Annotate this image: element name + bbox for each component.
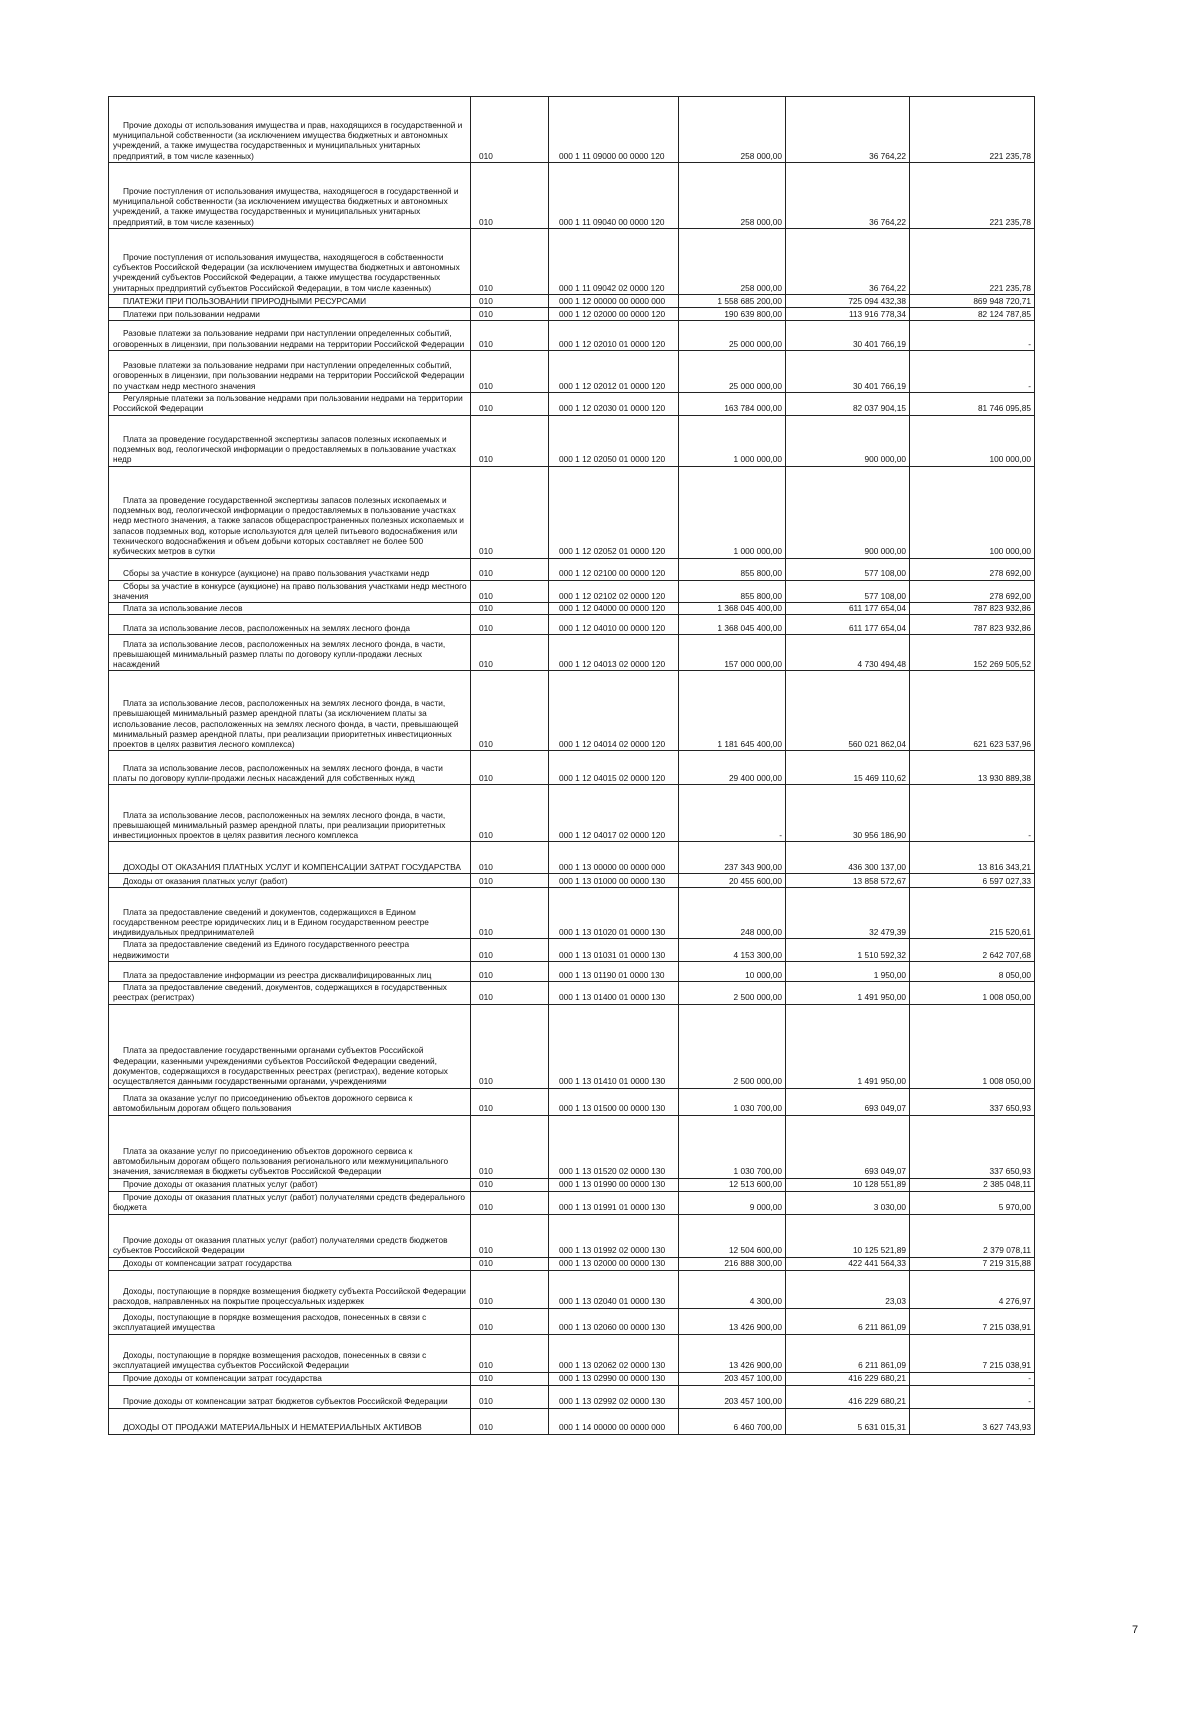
income-table xyxy=(108,96,1035,1435)
row-executed: 15 469 110,62 xyxy=(786,751,910,785)
row-executed: 30 956 186,90 xyxy=(786,785,910,842)
table-row xyxy=(109,842,1035,874)
row-kbk: 000 1 14 00000 00 0000 000 xyxy=(549,1408,679,1434)
row-unexecuted: 787 823 932,86 xyxy=(910,615,1035,635)
row-executed: 693 049,07 xyxy=(786,1088,910,1115)
row-code: 010 xyxy=(471,97,549,163)
row-name: Плата за использование лесов, расположенных на землях лесного фонда xyxy=(109,615,471,635)
row-code: 010 xyxy=(471,1178,549,1191)
table-row xyxy=(109,671,1035,751)
row-approved: 190 639 800,00 xyxy=(679,308,786,321)
row-name: Плата за предоставление сведений из Единого государственного реестра недвижимости xyxy=(109,939,471,962)
row-name: Прочие доходы от компенсации затрат государства xyxy=(109,1372,471,1385)
row-executed: 422 441 564,33 xyxy=(786,1257,910,1270)
row-kbk: 000 1 13 01500 00 0000 130 xyxy=(549,1088,679,1115)
row-approved: 20 455 600,00 xyxy=(679,874,786,888)
row-code: 010 xyxy=(471,939,549,962)
row-executed: 82 037 904,15 xyxy=(786,393,910,416)
row-executed: 36 764,22 xyxy=(786,97,910,163)
row-code: 010 xyxy=(471,615,549,635)
row-approved: 237 343 900,00 xyxy=(679,842,786,874)
row-code: 010 xyxy=(471,415,549,466)
row-code: 010 xyxy=(471,888,549,939)
row-unexecuted: 5 970,00 xyxy=(910,1191,1035,1214)
table-row xyxy=(109,415,1035,466)
row-unexecuted: 278 692,00 xyxy=(910,580,1035,603)
row-unexecuted: 2 379 078,11 xyxy=(910,1214,1035,1257)
row-code: 010 xyxy=(471,1088,549,1115)
row-kbk: 000 1 12 02000 00 0000 120 xyxy=(549,308,679,321)
row-approved: 1 558 685 200,00 xyxy=(679,295,786,308)
row-unexecuted: 337 650,93 xyxy=(910,1115,1035,1178)
row-approved: 258 000,00 xyxy=(679,163,786,229)
row-executed: 1 950,00 xyxy=(786,962,910,982)
table-row xyxy=(109,1088,1035,1115)
row-executed: 693 049,07 xyxy=(786,1115,910,1178)
row-unexecuted: 787 823 932,86 xyxy=(910,603,1035,615)
table-row xyxy=(109,785,1035,842)
row-code: 010 xyxy=(471,466,549,558)
row-approved: 29 400 000,00 xyxy=(679,751,786,785)
row-approved: 2 500 000,00 xyxy=(679,1004,786,1088)
row-executed: 577 108,00 xyxy=(786,580,910,603)
row-name: Прочие поступления от использования имущества, находящегося в государственной и муниципальной собственности (за исключением имущества бюджетных и автономных учреждений, а также имущества государственных и муниципальных унитарных предприятий, в том числе казенных) xyxy=(109,163,471,229)
row-kbk: 000 1 13 02000 00 0000 130 xyxy=(549,1257,679,1270)
row-kbk: 000 1 11 09000 00 0000 120 xyxy=(549,97,679,163)
row-approved: 1 000 000,00 xyxy=(679,466,786,558)
row-approved: 9 000,00 xyxy=(679,1191,786,1214)
row-approved: 1 030 700,00 xyxy=(679,1115,786,1178)
row-kbk: 000 1 11 09040 00 0000 120 xyxy=(549,163,679,229)
row-code: 010 xyxy=(471,1257,549,1270)
row-kbk: 000 1 12 00000 00 0000 000 xyxy=(549,295,679,308)
row-unexecuted: 8 050,00 xyxy=(910,962,1035,982)
row-approved: 25 000 000,00 xyxy=(679,351,786,393)
row-executed: 10 128 551,89 xyxy=(786,1178,910,1191)
row-unexecuted: 4 276,97 xyxy=(910,1270,1035,1308)
row-name: ДОХОДЫ ОТ ПРОДАЖИ МАТЕРИАЛЬНЫХ И НЕМАТЕРИАЛЬНЫХ АКТИВОВ xyxy=(109,1408,471,1434)
table-row xyxy=(109,888,1035,939)
table-row xyxy=(109,603,1035,615)
row-executed: 560 021 862,04 xyxy=(786,671,910,751)
table-row xyxy=(109,1385,1035,1408)
row-code: 010 xyxy=(471,580,549,603)
row-code: 010 xyxy=(471,1408,549,1434)
row-name: Плата за использование лесов, расположенных на землях лесного фонда, в части, превышающей минимальный размер арендной платы (за исключением платы за использование лесов, расположенных на землях лесного фонда, в части, превышающей минимальный размер арендной платы, при реализации приоритетных инвестиционных проектов в целях развития лесного комплекса) xyxy=(109,671,471,751)
row-kbk: 000 1 13 01992 02 0000 130 xyxy=(549,1214,679,1257)
row-kbk: 000 1 13 01520 02 0000 130 xyxy=(549,1115,679,1178)
row-name: Прочие доходы от оказания платных услуг (работ) получателями средств бюджетов субъектов Российской Федерации xyxy=(109,1214,471,1257)
row-code: 010 xyxy=(471,1004,549,1088)
row-code: 010 xyxy=(471,1385,549,1408)
table-row xyxy=(109,351,1035,393)
row-name: Доходы от оказания платных услуг (работ) xyxy=(109,874,471,888)
row-unexecuted: 3 627 743,93 xyxy=(910,1408,1035,1434)
row-executed: 725 094 432,38 xyxy=(786,295,910,308)
row-name: Доходы, поступающие в порядке возмещения бюджету субъекта Российской Федерации расходов, направленных на покрытие процессуальных издержек xyxy=(109,1270,471,1308)
row-executed: 611 177 654,04 xyxy=(786,615,910,635)
income-table-body xyxy=(109,97,1035,1435)
row-executed: 10 125 521,89 xyxy=(786,1214,910,1257)
row-code: 010 xyxy=(471,671,549,751)
row-name: Плата за оказание услуг по присоединению объектов дорожного сервиса к автомобильным дорогам общего пользования регионального или межмуниципального значения, зачисляемая в бюджеты субъектов Российской Федерации xyxy=(109,1115,471,1178)
row-name: Доходы, поступающие в порядке возмещения расходов, понесенных в связи с эксплуатацией имущества xyxy=(109,1308,471,1334)
table-row xyxy=(109,1115,1035,1178)
row-code: 010 xyxy=(471,982,549,1005)
table-row xyxy=(109,1408,1035,1434)
row-unexecuted: 221 235,78 xyxy=(910,97,1035,163)
row-code: 010 xyxy=(471,962,549,982)
table-row xyxy=(109,962,1035,982)
row-code: 010 xyxy=(471,393,549,416)
row-code: 010 xyxy=(471,842,549,874)
row-unexecuted: 215 520,61 xyxy=(910,888,1035,939)
row-executed: 3 030,00 xyxy=(786,1191,910,1214)
row-approved: 13 426 900,00 xyxy=(679,1308,786,1334)
row-name: Регулярные платежи за пользование недрами при пользовании недрами на территории Российской Федерации xyxy=(109,393,471,416)
row-approved: 6 460 700,00 xyxy=(679,1408,786,1434)
row-approved: 157 000 000,00 xyxy=(679,635,786,671)
row-name: Плата за проведение государственной экспертизы запасов полезных ископаемых и подземных вод, геологической информации о предоставляемых в пользование участках недр местного значения, а также запасов общераспространенных полезных ископаемых и запасов подземных вод, которые используются для целей питьевого водоснабжения или технического водоснабжения и объем добычи которых составляет не более 500 кубических метров в сутки xyxy=(109,466,471,558)
table-row xyxy=(109,1372,1035,1385)
row-name: Прочие поступления от использования имущества, находящегося в собственности субъектов Российской Федерации (за исключением имущества бюджетных и автономных учреждений субъектов Российской Федерации, а также имущества государственных унитарных предприятий субъектов Российской Федерации, в том числе казенных) xyxy=(109,229,471,295)
row-unexecuted: 13 816 343,21 xyxy=(910,842,1035,874)
row-name: Разовые платежи за пользование недрами при наступлении определенных событий, оговоренных в лицензии, при пользовании недрами на территории Российской Федерации xyxy=(109,321,471,351)
row-unexecuted: 7 215 038,91 xyxy=(910,1308,1035,1334)
row-name: Плата за оказание услуг по присоединению объектов дорожного сервиса к автомобильным дорогам общего пользования xyxy=(109,1088,471,1115)
row-executed: 1 491 950,00 xyxy=(786,982,910,1005)
row-executed: 5 631 015,31 xyxy=(786,1408,910,1434)
row-kbk: 000 1 13 02990 00 0000 130 xyxy=(549,1372,679,1385)
row-name: Сборы за участие в конкурсе (аукционе) на право пользования участками недр местного значения xyxy=(109,580,471,603)
row-approved: 2 500 000,00 xyxy=(679,982,786,1005)
row-executed: 611 177 654,04 xyxy=(786,603,910,615)
row-name: Плата за использование лесов, расположенных на землях лесного фонда, в части платы по договору купли-продажи лесных насаждений для собственных нужд xyxy=(109,751,471,785)
table-row xyxy=(109,1308,1035,1334)
row-unexecuted: 7 215 038,91 xyxy=(910,1334,1035,1372)
row-approved: 1 000 000,00 xyxy=(679,415,786,466)
row-unexecuted: 100 000,00 xyxy=(910,415,1035,466)
row-code: 010 xyxy=(471,558,549,580)
table-row xyxy=(109,163,1035,229)
row-approved: 1 181 645 400,00 xyxy=(679,671,786,751)
row-approved: 1 368 045 400,00 xyxy=(679,615,786,635)
row-code: 010 xyxy=(471,295,549,308)
row-approved: 203 457 100,00 xyxy=(679,1372,786,1385)
table-row xyxy=(109,1334,1035,1372)
row-unexecuted: 221 235,78 xyxy=(910,163,1035,229)
row-approved: 4 153 300,00 xyxy=(679,939,786,962)
row-unexecuted: 7 219 315,88 xyxy=(910,1257,1035,1270)
row-code: 010 xyxy=(471,874,549,888)
row-kbk: 000 1 12 02052 01 0000 120 xyxy=(549,466,679,558)
row-name: Прочие доходы от компенсации затрат бюджетов субъектов Российской Федерации xyxy=(109,1385,471,1408)
row-code: 010 xyxy=(471,635,549,671)
row-kbk: 000 1 12 04000 00 0000 120 xyxy=(549,603,679,615)
row-unexecuted: 2 385 048,11 xyxy=(910,1178,1035,1191)
row-unexecuted: - xyxy=(910,351,1035,393)
row-name: Плата за предоставление сведений, документов, содержащихся в государственных реестрах (регистрах) xyxy=(109,982,471,1005)
row-executed: 6 211 861,09 xyxy=(786,1308,910,1334)
page-number: 7 xyxy=(1132,1624,1139,1636)
row-name: Разовые платежи за пользование недрами при наступлении определенных событий, оговоренных в лицензии, при пользовании недрами на территории Российской Федерации по участкам недр местного значения xyxy=(109,351,471,393)
table-row xyxy=(109,982,1035,1005)
row-code: 010 xyxy=(471,163,549,229)
row-executed: 32 479,39 xyxy=(786,888,910,939)
row-executed: 13 858 572,67 xyxy=(786,874,910,888)
row-kbk: 000 1 12 02102 02 0000 120 xyxy=(549,580,679,603)
row-name: Платежи при пользовании недрами xyxy=(109,308,471,321)
row-name: ПЛАТЕЖИ ПРИ ПОЛЬЗОВАНИИ ПРИРОДНЫМИ РЕСУРСАМИ xyxy=(109,295,471,308)
row-code: 010 xyxy=(471,1334,549,1372)
row-approved: 12 504 600,00 xyxy=(679,1214,786,1257)
table-row xyxy=(109,1004,1035,1088)
row-kbk: 000 1 13 01410 01 0000 130 xyxy=(549,1004,679,1088)
table-row xyxy=(109,1178,1035,1191)
row-unexecuted: 337 650,93 xyxy=(910,1088,1035,1115)
row-unexecuted: 2 642 707,68 xyxy=(910,939,1035,962)
row-kbk: 000 1 12 02100 00 0000 120 xyxy=(549,558,679,580)
row-unexecuted: 621 623 537,96 xyxy=(910,671,1035,751)
row-executed: 6 211 861,09 xyxy=(786,1334,910,1372)
row-name: Плата за проведение государственной экспертизы запасов полезных ископаемых и подземных вод, геологической информации о предоставляемых в пользование участках недр xyxy=(109,415,471,466)
table-row xyxy=(109,615,1035,635)
row-approved: 1 368 045 400,00 xyxy=(679,603,786,615)
row-approved: 216 888 300,00 xyxy=(679,1257,786,1270)
row-name: Плата за использование лесов, расположенных на землях лесного фонда, в части, превышающей минимальный размер платы по договору купли-продажи лесных насаждений xyxy=(109,635,471,671)
row-kbk: 000 1 12 04014 02 0000 120 xyxy=(549,671,679,751)
row-approved: 855 800,00 xyxy=(679,580,786,603)
row-executed: 416 229 680,21 xyxy=(786,1372,910,1385)
row-kbk: 000 1 11 09042 02 0000 120 xyxy=(549,229,679,295)
row-executed: 30 401 766,19 xyxy=(786,321,910,351)
table-row xyxy=(109,229,1035,295)
row-unexecuted: 1 008 050,00 xyxy=(910,982,1035,1005)
row-unexecuted: 82 124 787,85 xyxy=(910,308,1035,321)
row-executed: 36 764,22 xyxy=(786,163,910,229)
row-kbk: 000 1 13 00000 00 0000 000 xyxy=(549,842,679,874)
row-kbk: 000 1 12 04013 02 0000 120 xyxy=(549,635,679,671)
row-unexecuted: 81 746 095,85 xyxy=(910,393,1035,416)
row-code: 010 xyxy=(471,308,549,321)
row-name: Плата за использование лесов xyxy=(109,603,471,615)
row-code: 010 xyxy=(471,751,549,785)
row-unexecuted: 152 269 505,52 xyxy=(910,635,1035,671)
row-executed: 4 730 494,48 xyxy=(786,635,910,671)
table-row xyxy=(109,321,1035,351)
row-name: ДОХОДЫ ОТ ОКАЗАНИЯ ПЛАТНЫХ УСЛУГ И КОМПЕНСАЦИИ ЗАТРАТ ГОСУДАРСТВА xyxy=(109,842,471,874)
row-approved: 248 000,00 xyxy=(679,888,786,939)
row-name: Доходы от компенсации затрат государства xyxy=(109,1257,471,1270)
row-unexecuted: 278 692,00 xyxy=(910,558,1035,580)
row-kbk: 000 1 13 01991 01 0000 130 xyxy=(549,1191,679,1214)
row-code: 010 xyxy=(471,785,549,842)
row-executed: 436 300 137,00 xyxy=(786,842,910,874)
row-kbk: 000 1 12 02030 01 0000 120 xyxy=(549,393,679,416)
row-kbk: 000 1 13 01400 01 0000 130 xyxy=(549,982,679,1005)
table-row xyxy=(109,97,1035,163)
table-row xyxy=(109,751,1035,785)
table-row xyxy=(109,558,1035,580)
row-executed: 577 108,00 xyxy=(786,558,910,580)
row-code: 010 xyxy=(471,321,549,351)
row-executed: 30 401 766,19 xyxy=(786,351,910,393)
row-kbk: 000 1 12 02012 01 0000 120 xyxy=(549,351,679,393)
row-code: 010 xyxy=(471,351,549,393)
row-kbk: 000 1 13 02992 02 0000 130 xyxy=(549,1385,679,1408)
row-code: 010 xyxy=(471,229,549,295)
row-approved: 10 000,00 xyxy=(679,962,786,982)
row-name: Сборы за участие в конкурсе (аукционе) на право пользования участками недр xyxy=(109,558,471,580)
row-code: 010 xyxy=(471,1214,549,1257)
row-approved: 855 800,00 xyxy=(679,558,786,580)
table-row xyxy=(109,466,1035,558)
row-kbk: 000 1 13 02040 01 0000 130 xyxy=(549,1270,679,1308)
row-executed: 36 764,22 xyxy=(786,229,910,295)
row-approved: - xyxy=(679,785,786,842)
table-row xyxy=(109,635,1035,671)
row-unexecuted: 221 235,78 xyxy=(910,229,1035,295)
row-kbk: 000 1 12 04017 02 0000 120 xyxy=(549,785,679,842)
row-unexecuted: - xyxy=(910,1372,1035,1385)
row-approved: 258 000,00 xyxy=(679,229,786,295)
table-row xyxy=(109,1257,1035,1270)
table-row xyxy=(109,308,1035,321)
row-executed: 1 491 950,00 xyxy=(786,1004,910,1088)
row-unexecuted: 1 008 050,00 xyxy=(910,1004,1035,1088)
row-approved: 1 030 700,00 xyxy=(679,1088,786,1115)
table-row xyxy=(109,1214,1035,1257)
table-row xyxy=(109,1191,1035,1214)
row-name: Плата за использование лесов, расположенных на землях лесного фонда, в части, превышающей минимальный размер арендной платы, при реализации приоритетных инвестиционных проектов в целях развития лесного комплекса xyxy=(109,785,471,842)
row-kbk: 000 1 12 04010 00 0000 120 xyxy=(549,615,679,635)
row-approved: 12 513 600,00 xyxy=(679,1178,786,1191)
table-row xyxy=(109,874,1035,888)
row-approved: 25 000 000,00 xyxy=(679,321,786,351)
row-code: 010 xyxy=(471,1191,549,1214)
table-row xyxy=(109,580,1035,603)
row-unexecuted: - xyxy=(910,785,1035,842)
row-approved: 4 300,00 xyxy=(679,1270,786,1308)
row-executed: 113 916 778,34 xyxy=(786,308,910,321)
row-code: 010 xyxy=(471,1270,549,1308)
table-row xyxy=(109,393,1035,416)
row-approved: 163 784 000,00 xyxy=(679,393,786,416)
row-kbk: 000 1 13 01031 01 0000 130 xyxy=(549,939,679,962)
row-name: Прочие доходы от использования имущества и прав, находящихся в государственной и муниципальной собственности (за исключением имущества бюджетных и автономных учреждений, а также имущества государственных и муниципальных унитарных предприятий, в том числе казенных) xyxy=(109,97,471,163)
row-executed: 23,03 xyxy=(786,1270,910,1308)
row-code: 010 xyxy=(471,603,549,615)
row-code: 010 xyxy=(471,1372,549,1385)
row-code: 010 xyxy=(471,1115,549,1178)
row-name: Прочие доходы от оказания платных услуг (работ) xyxy=(109,1178,471,1191)
row-approved: 13 426 900,00 xyxy=(679,1334,786,1372)
row-kbk: 000 1 13 02062 02 0000 130 xyxy=(549,1334,679,1372)
row-kbk: 000 1 13 01000 00 0000 130 xyxy=(549,874,679,888)
row-kbk: 000 1 13 01020 01 0000 130 xyxy=(549,888,679,939)
row-name: Плата за предоставление информации из реестра дисквалифицированных лиц xyxy=(109,962,471,982)
row-approved: 258 000,00 xyxy=(679,97,786,163)
row-kbk: 000 1 12 02050 01 0000 120 xyxy=(549,415,679,466)
row-executed: 900 000,00 xyxy=(786,415,910,466)
row-name: Плата за предоставление государственными органами субъектов Российской Федерации, казенными учреждениями субъектов Российской Федерации сведений, документов, содержащихся в государственных реестрах (регистрах), ведение которых осуществляется данными государственными органами, учреждениями xyxy=(109,1004,471,1088)
row-unexecuted: 13 930 889,38 xyxy=(910,751,1035,785)
table-row xyxy=(109,1270,1035,1308)
row-name: Плата за предоставление сведений и документов, содержащихся в Едином государственном реестре юридических лиц и в Едином государственном реестре индивидуальных предпринимателей xyxy=(109,888,471,939)
row-kbk: 000 1 13 01990 00 0000 130 xyxy=(549,1178,679,1191)
row-kbk: 000 1 12 02010 01 0000 120 xyxy=(549,321,679,351)
row-code: 010 xyxy=(471,1308,549,1334)
row-unexecuted: 100 000,00 xyxy=(910,466,1035,558)
table-row xyxy=(109,939,1035,962)
row-executed: 1 510 592,32 xyxy=(786,939,910,962)
row-kbk: 000 1 12 04015 02 0000 120 xyxy=(549,751,679,785)
row-approved: 203 457 100,00 xyxy=(679,1385,786,1408)
row-executed: 416 229 680,21 xyxy=(786,1385,910,1408)
table-row xyxy=(109,295,1035,308)
row-kbk: 000 1 13 01190 01 0000 130 xyxy=(549,962,679,982)
row-unexecuted: 869 948 720,71 xyxy=(910,295,1035,308)
row-executed: 900 000,00 xyxy=(786,466,910,558)
row-unexecuted: - xyxy=(910,1385,1035,1408)
row-name: Прочие доходы от оказания платных услуг (работ) получателями средств федерального бюджета xyxy=(109,1191,471,1214)
row-unexecuted: 6 597 027,33 xyxy=(910,874,1035,888)
row-unexecuted: - xyxy=(910,321,1035,351)
row-name: Доходы, поступающие в порядке возмещения расходов, понесенных в связи с эксплуатацией имущества субъектов Российской Федерации xyxy=(109,1334,471,1372)
row-kbk: 000 1 13 02060 00 0000 130 xyxy=(549,1308,679,1334)
